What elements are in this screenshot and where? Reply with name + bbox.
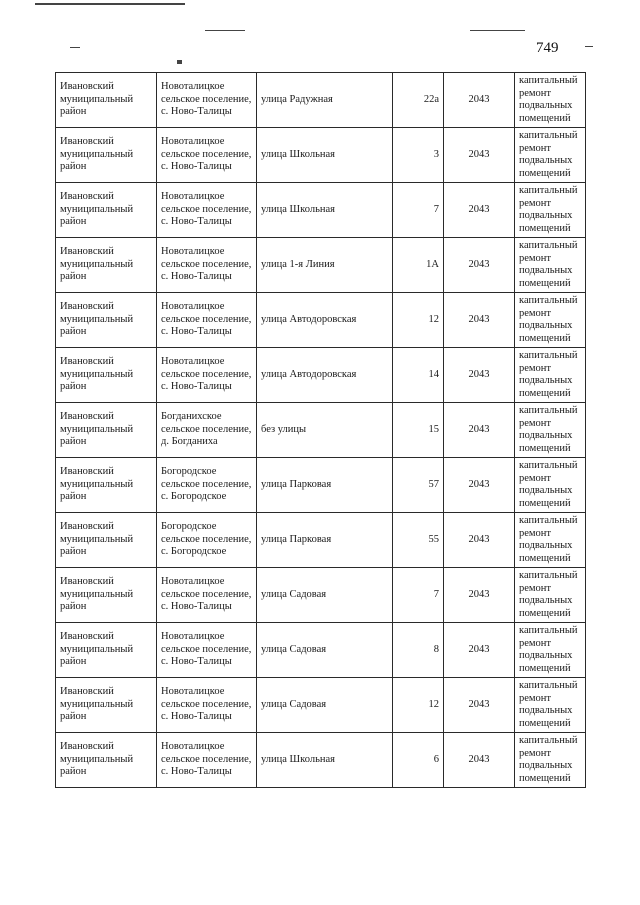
- scan-artifact-line: [205, 30, 245, 31]
- table-row: [56, 678, 586, 733]
- table-row: [56, 458, 586, 513]
- table-row: [56, 513, 586, 568]
- work-type-cell: капитальный ремонт подвальных помещений: [515, 348, 586, 403]
- work-type-cell: капитальный ремонт подвальных помещений: [515, 733, 586, 788]
- district-cell: Ивановский муниципальный район: [56, 678, 157, 733]
- year-cell: 2043: [444, 293, 515, 348]
- street-cell: улица Радужная: [257, 73, 393, 128]
- year-cell: 2043: [444, 733, 515, 788]
- settlement-cell: Новоталицкое сельское поселение, с. Ново-Талицы: [157, 238, 257, 293]
- district-cell: Ивановский муниципальный район: [56, 293, 157, 348]
- settlement-cell: Новоталицкое сельское поселение, с. Ново-Талицы: [157, 348, 257, 403]
- house-number-cell: 7: [393, 568, 444, 623]
- scan-artifact-line: [35, 3, 185, 5]
- house-number-cell: 14: [393, 348, 444, 403]
- table-row: [56, 623, 586, 678]
- district-cell: Ивановский муниципальный район: [56, 623, 157, 678]
- street-cell: улица 1-я Линия: [257, 238, 393, 293]
- work-type-cell: капитальный ремонт подвальных помещений: [515, 678, 586, 733]
- table-row: [56, 568, 586, 623]
- street-cell: без улицы: [257, 403, 393, 458]
- year-cell: 2043: [444, 513, 515, 568]
- street-cell: улица Школьная: [257, 183, 393, 238]
- street-cell: улица Садовая: [257, 678, 393, 733]
- scan-artifact-line: [585, 46, 593, 47]
- street-cell: улица Школьная: [257, 733, 393, 788]
- table-row: [56, 238, 586, 293]
- table-row: [56, 403, 586, 458]
- district-cell: Ивановский муниципальный район: [56, 568, 157, 623]
- settlement-cell: Новоталицкое сельское поселение, с. Ново-Талицы: [157, 128, 257, 183]
- work-type-cell: капитальный ремонт подвальных помещений: [515, 183, 586, 238]
- district-cell: Ивановский муниципальный район: [56, 238, 157, 293]
- work-type-cell: капитальный ремонт подвальных помещений: [515, 128, 586, 183]
- work-type-cell: капитальный ремонт подвальных помещений: [515, 568, 586, 623]
- year-cell: 2043: [444, 238, 515, 293]
- table-row: [56, 128, 586, 183]
- work-type-cell: капитальный ремонт подвальных помещений: [515, 623, 586, 678]
- scan-artifact-line: [70, 47, 80, 48]
- settlement-cell: Богородское сельское поселение, с. Богородское: [157, 458, 257, 513]
- district-cell: Ивановский муниципальный район: [56, 458, 157, 513]
- street-cell: улица Автодоровская: [257, 293, 393, 348]
- settlement-cell: Новоталицкое сельское поселение, с. Ново-Талицы: [157, 73, 257, 128]
- table-body: [56, 73, 586, 788]
- district-cell: Ивановский муниципальный район: [56, 73, 157, 128]
- work-type-cell: капитальный ремонт подвальных помещений: [515, 513, 586, 568]
- house-number-cell: 8: [393, 623, 444, 678]
- district-cell: Ивановский муниципальный район: [56, 733, 157, 788]
- work-type-cell: капитальный ремонт подвальных помещений: [515, 293, 586, 348]
- work-type-cell: капитальный ремонт подвальных помещений: [515, 403, 586, 458]
- house-number-cell: 12: [393, 293, 444, 348]
- settlement-cell: Новоталицкое сельское поселение, с. Ново-Талицы: [157, 568, 257, 623]
- year-cell: 2043: [444, 73, 515, 128]
- settlement-cell: Новоталицкое сельское поселение, с. Ново-Талицы: [157, 183, 257, 238]
- year-cell: 2043: [444, 568, 515, 623]
- settlement-cell: Новоталицкое сельское поселение, с. Ново-Талицы: [157, 623, 257, 678]
- district-cell: Ивановский муниципальный район: [56, 128, 157, 183]
- table-row: [56, 293, 586, 348]
- settlement-cell: Богданихское сельское поселение, д. Богданиха: [157, 403, 257, 458]
- street-cell: улица Автодоровская: [257, 348, 393, 403]
- street-cell: улица Школьная: [257, 128, 393, 183]
- street-cell: улица Парковая: [257, 513, 393, 568]
- house-number-cell: 3: [393, 128, 444, 183]
- scan-artifact-line: [177, 60, 182, 64]
- year-cell: 2043: [444, 458, 515, 513]
- settlement-cell: Новоталицкое сельское поселение, с. Ново-Талицы: [157, 733, 257, 788]
- table-row: [56, 733, 586, 788]
- district-cell: Ивановский муниципальный район: [56, 403, 157, 458]
- year-cell: 2043: [444, 348, 515, 403]
- district-cell: Ивановский муниципальный район: [56, 183, 157, 238]
- scan-artifact-line: [470, 30, 525, 31]
- house-number-cell: 22а: [393, 73, 444, 128]
- settlement-cell: Богородское сельское поселение, с. Богородское: [157, 513, 257, 568]
- house-number-cell: 12: [393, 678, 444, 733]
- district-cell: Ивановский муниципальный район: [56, 513, 157, 568]
- year-cell: 2043: [444, 403, 515, 458]
- table-row: [56, 183, 586, 238]
- work-type-cell: капитальный ремонт подвальных помещений: [515, 73, 586, 128]
- year-cell: 2043: [444, 183, 515, 238]
- street-cell: улица Садовая: [257, 623, 393, 678]
- house-number-cell: 15: [393, 403, 444, 458]
- housing-repair-table: [55, 72, 586, 788]
- table-row: [56, 73, 586, 128]
- table-row: [56, 348, 586, 403]
- house-number-cell: 1А: [393, 238, 444, 293]
- year-cell: 2043: [444, 623, 515, 678]
- street-cell: улица Парковая: [257, 458, 393, 513]
- district-cell: Ивановский муниципальный район: [56, 348, 157, 403]
- settlement-cell: Новоталицкое сельское поселение, с. Ново-Талицы: [157, 678, 257, 733]
- year-cell: 2043: [444, 678, 515, 733]
- house-number-cell: 57: [393, 458, 444, 513]
- page-number: 749: [536, 40, 559, 56]
- work-type-cell: капитальный ремонт подвальных помещений: [515, 238, 586, 293]
- house-number-cell: 6: [393, 733, 444, 788]
- street-cell: улица Садовая: [257, 568, 393, 623]
- house-number-cell: 7: [393, 183, 444, 238]
- year-cell: 2043: [444, 128, 515, 183]
- settlement-cell: Новоталицкое сельское поселение, с. Ново-Талицы: [157, 293, 257, 348]
- work-type-cell: капитальный ремонт подвальных помещений: [515, 458, 586, 513]
- house-number-cell: 55: [393, 513, 444, 568]
